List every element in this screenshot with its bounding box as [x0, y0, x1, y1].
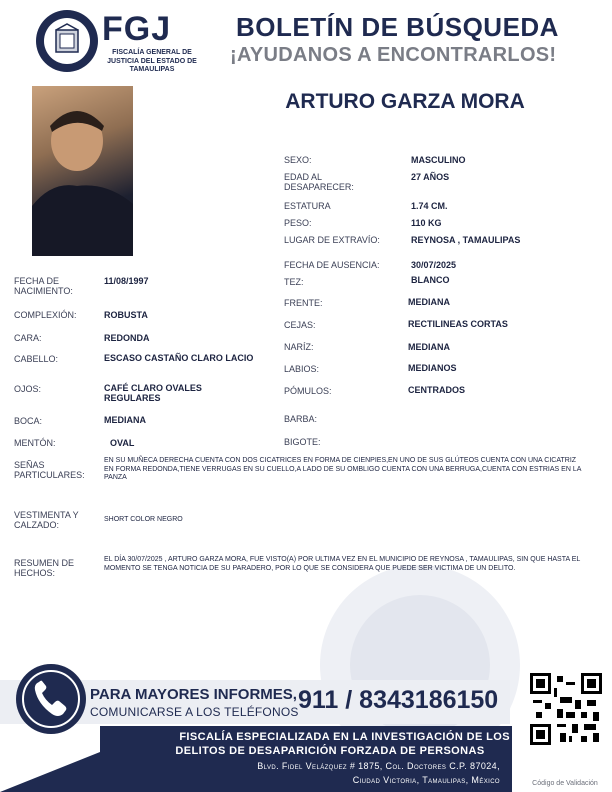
field-label-bigote: BIGOTE:	[284, 437, 321, 447]
field-value-cejas: RECTILINEAS CORTAS	[408, 319, 508, 329]
field-label-menton: MENTÓN:	[14, 438, 56, 448]
field-value-complexion: ROBUSTA	[104, 310, 148, 320]
field-value-vestimenta: SHORT COLOR NEGRO	[104, 516, 183, 523]
field-label-labios: LABIOS:	[284, 364, 320, 374]
phone-icon	[30, 676, 72, 720]
field-label-frente: FRENTE:	[284, 298, 323, 308]
field-label-complexion: COMPLEXIÓN:	[14, 310, 77, 320]
field-label-ojos: OJOS:	[14, 384, 42, 394]
fgj-logo-subtitle: FISCALÍA GENERAL DE JUSTICIA DEL ESTADO DE TAMAULIPAS	[107, 49, 197, 73]
field-value-edad: 27 AÑOS	[411, 172, 450, 182]
field-value-nariz: MEDIANA	[408, 342, 450, 352]
field-label-resumen: RESUMEN DE HECHOS:	[14, 558, 75, 578]
field-value-fecha-nacimiento: 11/08/1997	[104, 276, 149, 286]
address-line-2: Ciudad Victoria, Tamaulipas, México	[352, 775, 500, 785]
field-label-pomulos: PÓMULOS:	[284, 386, 332, 396]
field-label-vestimenta: VESTIMENTA Y CALZADO:	[14, 510, 79, 530]
field-value-tez: BLANCO	[411, 275, 450, 285]
missing-person-photo	[32, 86, 133, 256]
field-label-barba: BARBA:	[284, 414, 318, 424]
field-label-fecha-nacimiento: FECHA DE NACIMIENTO:	[14, 276, 73, 296]
bulletin-subtitle: ¡AYUDANOS A ENCONTRARLOS!	[230, 44, 557, 66]
contact-subheading: COMUNICARSE A LOS TELÉFONOS	[90, 705, 299, 719]
field-label-estatura: ESTATURA	[284, 201, 331, 211]
field-label-peso: PESO:	[284, 218, 312, 228]
address-line-1: Blvd. Fidel Velázquez # 1875, Col. Doctores C.P. 87024,	[257, 761, 500, 771]
field-label-nariz: NARÍZ:	[284, 342, 314, 352]
field-label-cabello: CABELLO:	[14, 354, 59, 364]
field-value-lugar: REYNOSA , TAMAULIPAS	[411, 235, 521, 245]
fiscalia-line-2: DELITOS DE DESAPARICIÓN FORZADA DE PERSONAS	[175, 745, 485, 757]
field-value-estatura: 1.74 CM.	[411, 201, 448, 211]
field-label-cara: CARA:	[14, 333, 42, 343]
field-label-senas: SEÑAS PARTICULARES:	[14, 460, 85, 480]
contact-heading: PARA MAYORES INFORMES,	[90, 686, 297, 703]
field-value-cara: REDONDA	[104, 333, 150, 343]
bulletin-title: BOLETÍN DE BÚSQUEDA	[236, 12, 559, 42]
field-label-lugar: LUGAR DE EXTRAVÍO:	[284, 235, 380, 245]
field-value-sexo: MASCULINO	[411, 155, 466, 165]
field-label-cejas: CEJAS:	[284, 320, 316, 330]
field-value-resumen: EL DÍA 30/07/2025 , ARTURO GARZA MORA, FUE VISTO(A) POR ULTIMA VEZ EN EL MUNICIPIO DE REYNOSA , TAMAULIPAS, SIN QUE HASTA EL MOMENTO SE TENGA NOTICIA DE SU PARADERO, POR LO QUE SE CONSIDERA QUE PUEDE SER VICTIMA DE UN DELITO.	[104, 556, 580, 572]
field-value-frente: MEDIANA	[408, 297, 450, 307]
footer-band-tail	[0, 752, 100, 792]
state-seal-icon	[44, 18, 90, 64]
field-value-fecha-ausencia: 30/07/2025	[411, 260, 457, 270]
fgj-logo-text: FGJ	[102, 10, 172, 48]
field-value-menton: OVAL	[110, 438, 135, 448]
field-value-pomulos: CENTRADOS	[408, 385, 466, 395]
field-label-edad: EDAD AL DESAPARECER:	[284, 172, 354, 192]
field-value-senas: EN SU MUÑECA DERECHA CUENTA CON DOS CICATRICES EN FORMA DE CIENPIES,EN UNO DE SUS GLÚTEOS CUENTA CON UNA CICATRIZ EN FORMA REDONDA,TIENE VERRUGAS EN SU CUELLO,A LADO DE SU OMBLIGO CUENTA CON UNA BERRUGA,CUENTA CON ESTRIAS EN LA PANZA	[104, 457, 582, 481]
field-label-tez: TEZ:	[284, 277, 304, 287]
qr-code-label: Código de Validación	[532, 780, 598, 787]
field-value-peso: 110 KG	[411, 218, 442, 228]
fiscalia-line-1: FISCALÍA ESPECIALIZADA EN LA INVESTIGACIÓN DE LOS	[179, 731, 510, 743]
person-name: ARTURO GARZA MORA	[285, 90, 525, 113]
field-value-cabello: ESCASO CASTAÑO CLARO LACIO	[104, 353, 254, 363]
qr-code-icon[interactable]	[530, 673, 602, 745]
field-value-ojos: CAFÉ CLARO OVALES REGULARES	[104, 383, 202, 403]
contact-phones[interactable]: 911 / 8343186150	[298, 686, 499, 714]
field-value-boca: MEDIANA	[104, 415, 146, 425]
field-label-boca: BOCA:	[14, 416, 43, 426]
field-value-labios: MEDIANOS	[408, 363, 457, 373]
field-label-fecha-ausencia: FECHA DE AUSENCIA:	[284, 260, 380, 270]
field-label-sexo: SEXO:	[284, 155, 312, 165]
